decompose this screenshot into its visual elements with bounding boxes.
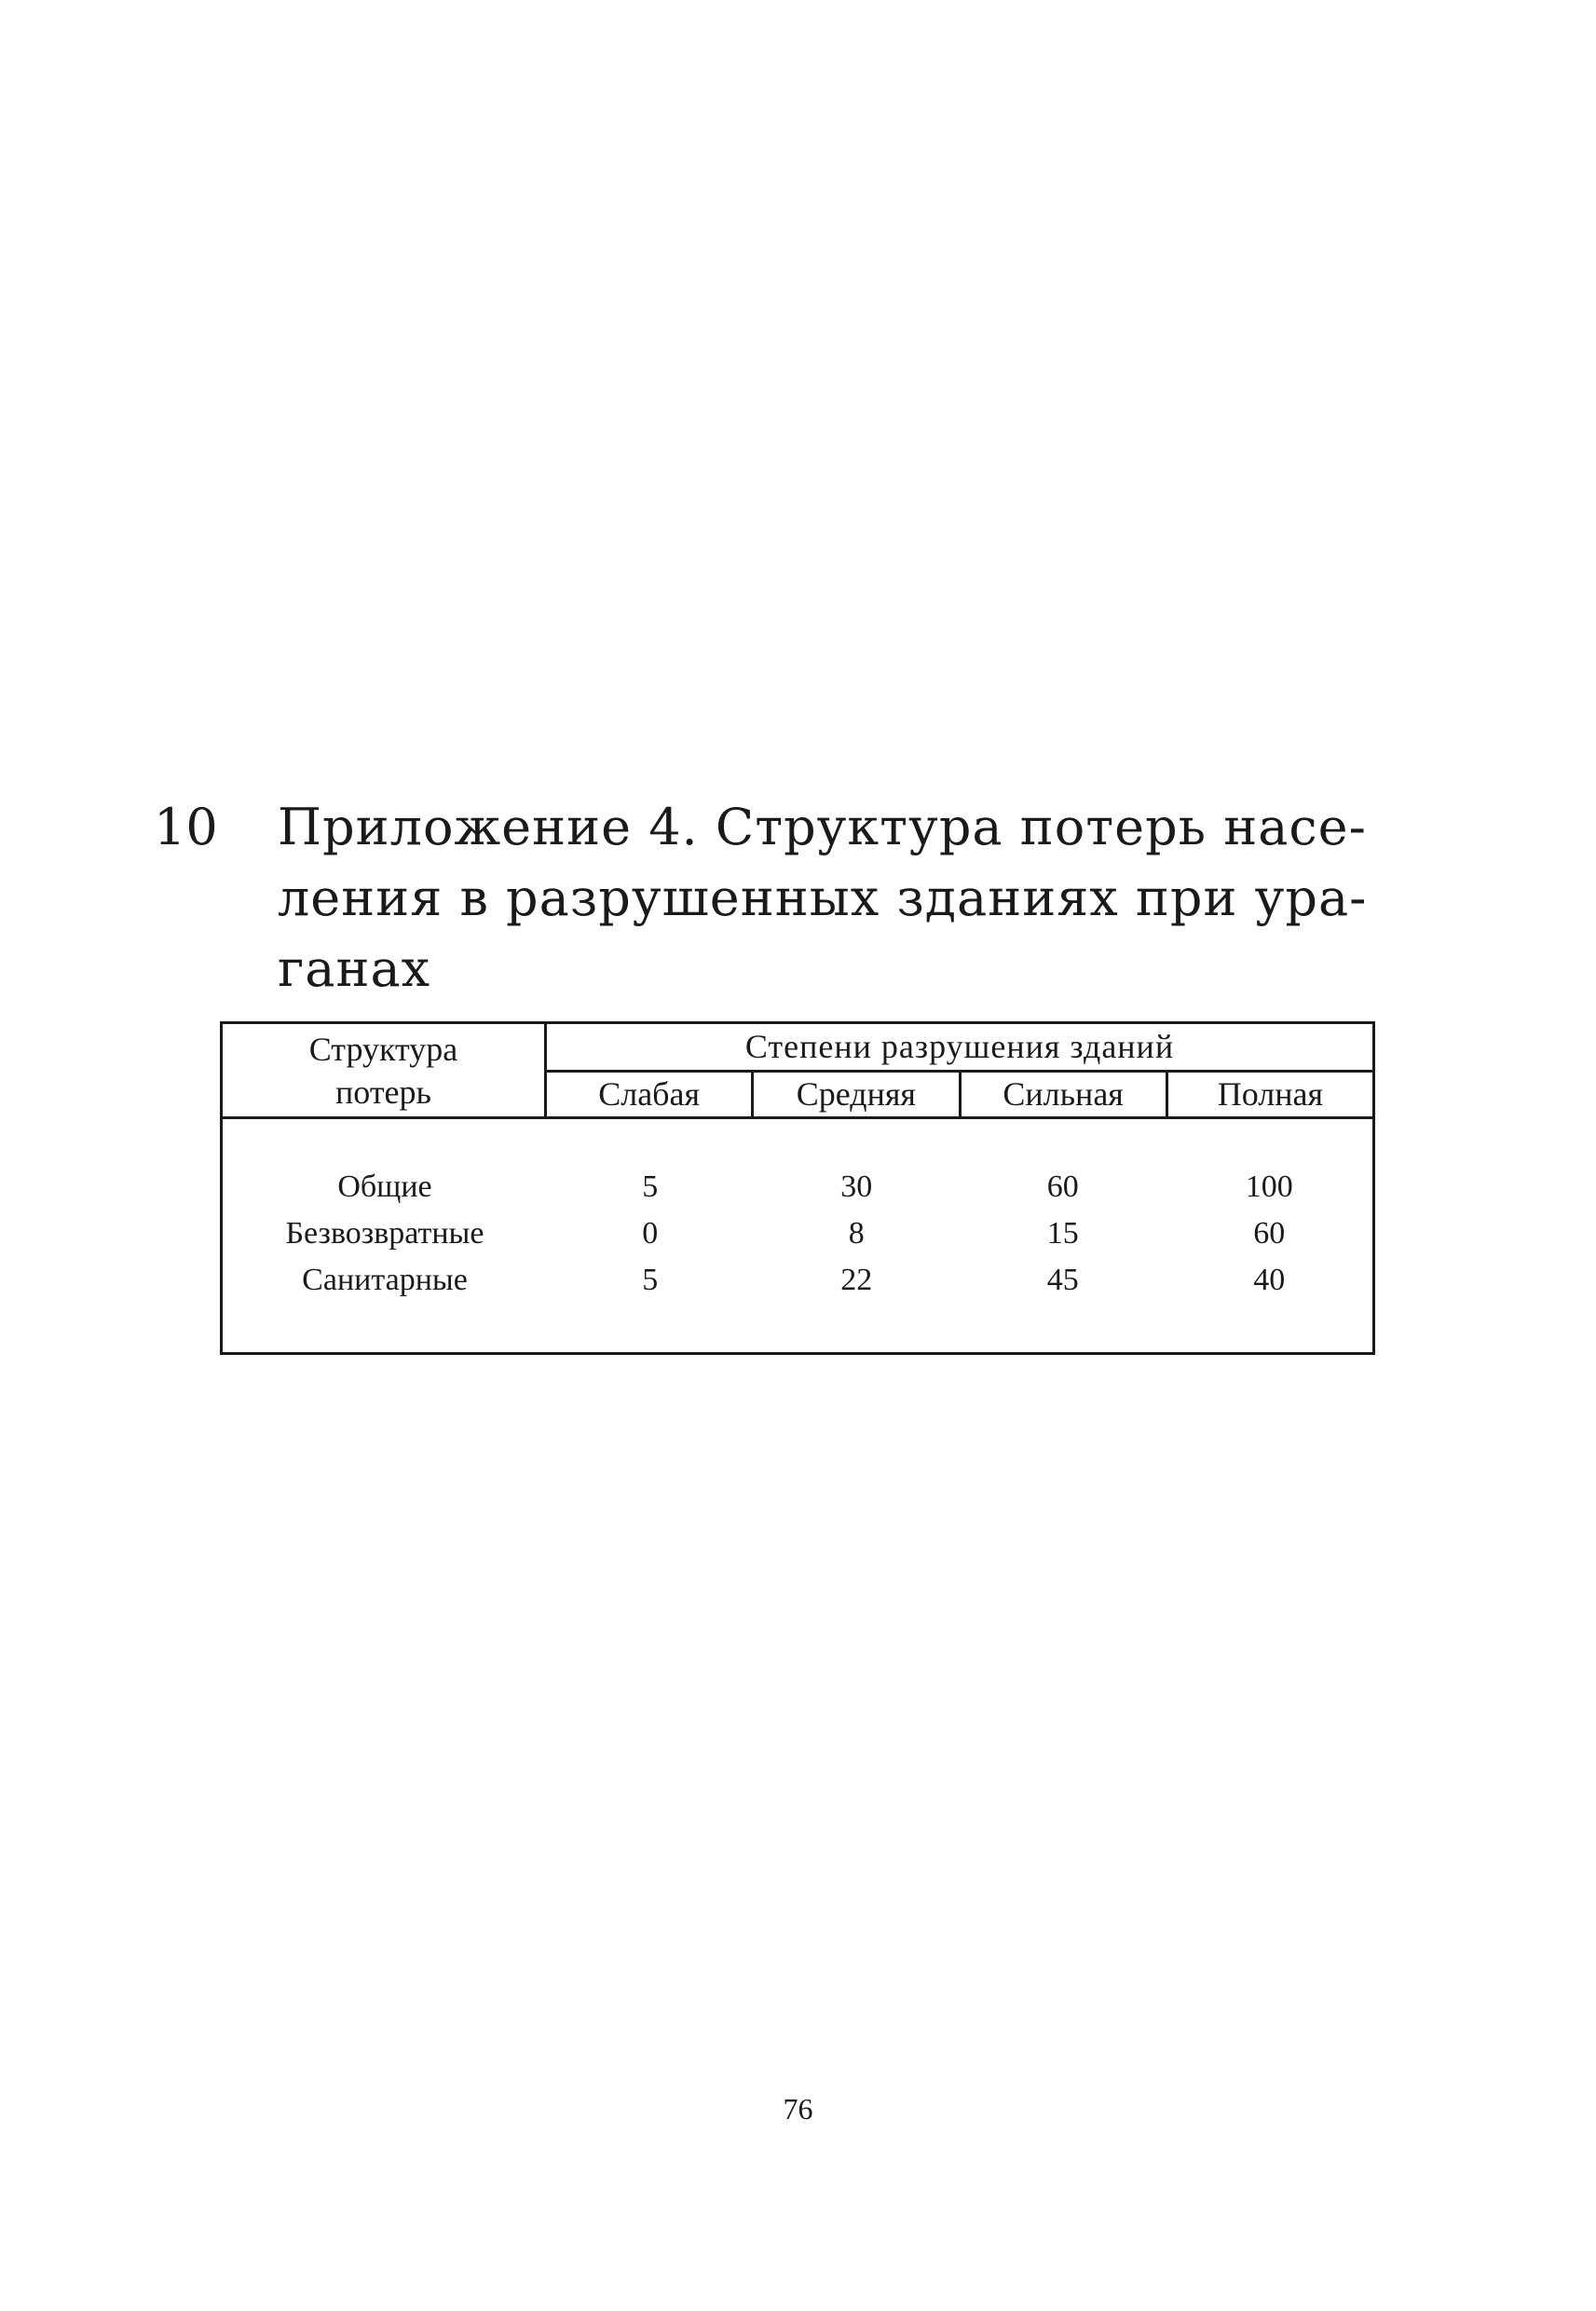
- row-label: Санитарные: [302, 1263, 468, 1297]
- structure-header-line: Структура: [308, 1031, 458, 1068]
- row-label: Безвозвратные: [285, 1216, 484, 1251]
- table-cell: 5: [642, 1263, 659, 1297]
- table-cell: 30: [840, 1169, 873, 1204]
- structure-column-header: [223, 1024, 547, 1119]
- table-cell: 0: [642, 1216, 659, 1251]
- table-row: [223, 1257, 1372, 1304]
- table-cell: 15: [1046, 1216, 1079, 1251]
- table-cell: 22: [840, 1263, 873, 1297]
- section-title-line: Приложение 4. Структура потерь насе-: [278, 798, 1367, 856]
- table-row: [223, 1164, 1372, 1210]
- column-header-strong: Сильная: [962, 1073, 1168, 1116]
- destruction-degree-subheaders: [547, 1073, 1372, 1119]
- destruction-degree-header: Степени разрушения зданий: [547, 1024, 1372, 1073]
- section-title-line: ганах: [278, 939, 431, 998]
- structure-header-line: потерь: [335, 1073, 431, 1111]
- column-header-weak: Слабая: [547, 1073, 754, 1116]
- table-cell: 5: [642, 1169, 659, 1204]
- table-cell: 60: [1046, 1169, 1079, 1204]
- loss-structure-table: [220, 1021, 1375, 1355]
- table-cell: 45: [1046, 1263, 1079, 1297]
- table-cell: 100: [1245, 1169, 1293, 1204]
- section-title-line: ления в разрушенных зданиях при ура-: [278, 868, 1368, 927]
- row-label: Общие: [337, 1169, 432, 1204]
- section-number: 10: [154, 798, 218, 856]
- section-title: [278, 792, 1442, 1005]
- column-header-full: Полная: [1217, 1075, 1324, 1113]
- table-row: [223, 1210, 1372, 1257]
- page-number: 76: [783, 2092, 813, 2126]
- table-body: [223, 1164, 1372, 1304]
- table-cell: 60: [1253, 1216, 1286, 1251]
- table-cell: 8: [848, 1216, 865, 1251]
- column-header-medium: Средняя: [754, 1073, 961, 1116]
- table-cell: 40: [1253, 1263, 1286, 1297]
